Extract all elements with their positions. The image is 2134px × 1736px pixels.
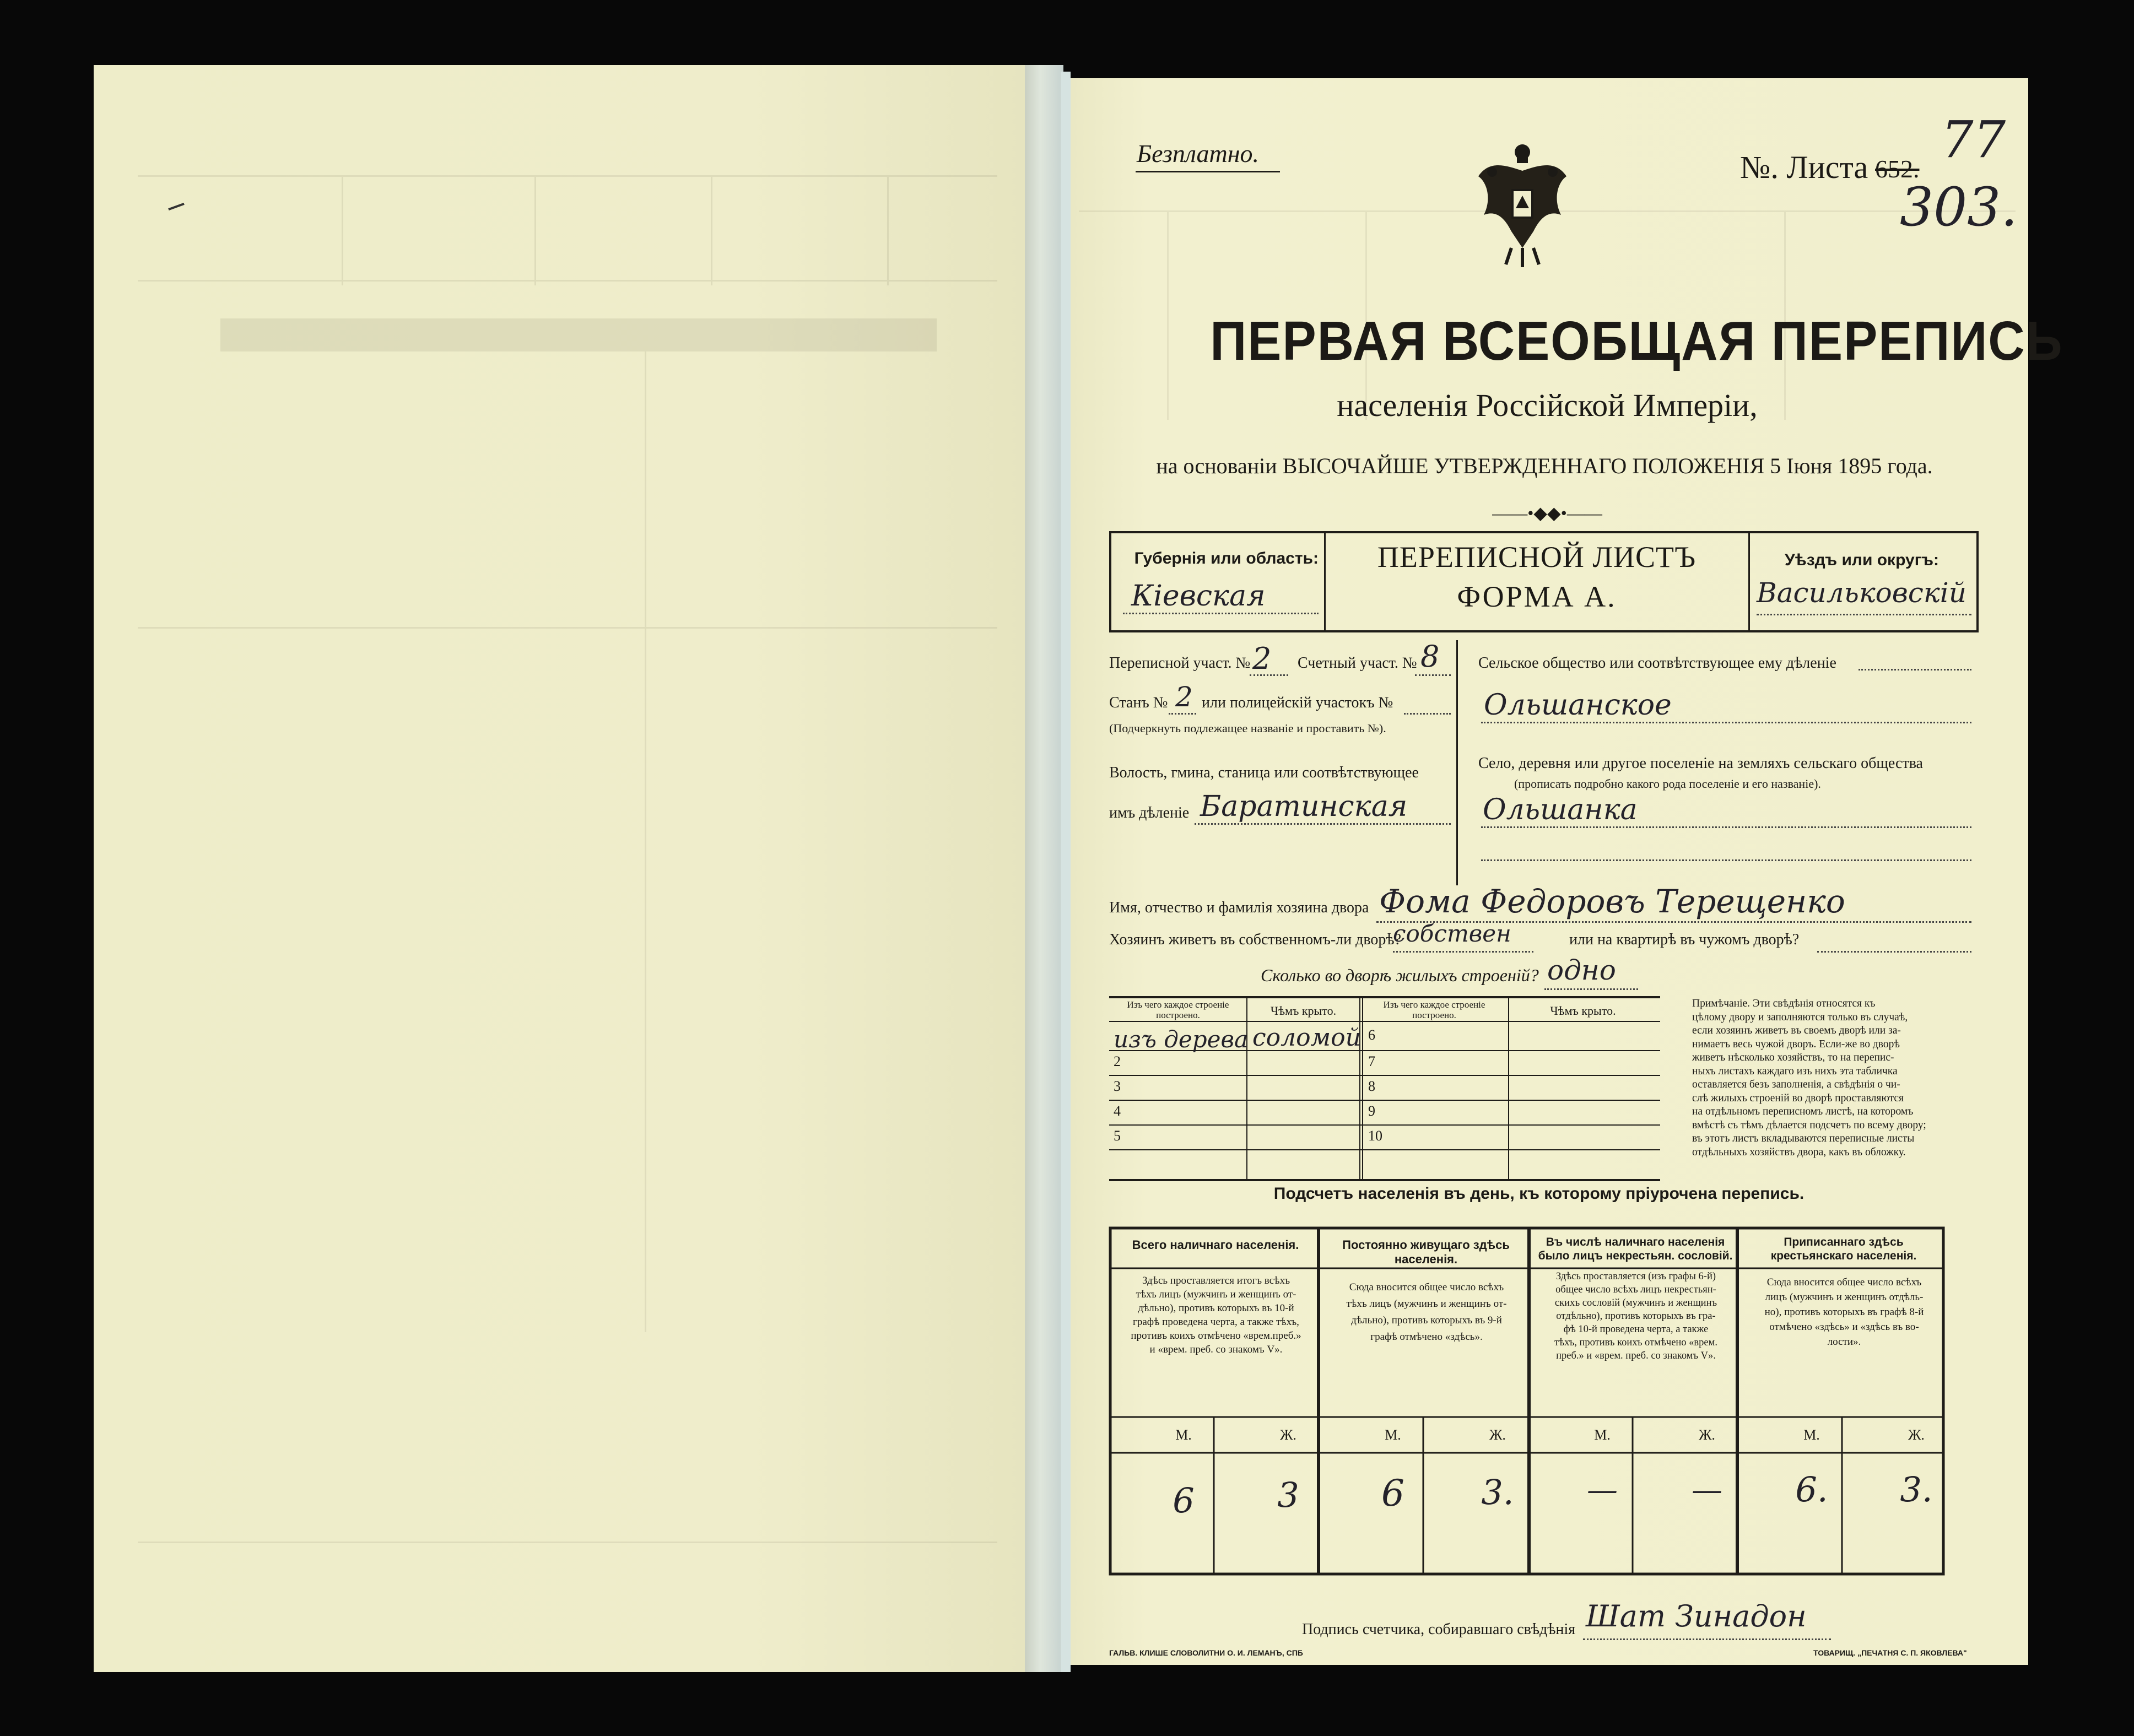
col-1-f-label: Ж.: [1280, 1427, 1296, 1443]
signature-value: Шат Зинадон: [1586, 1599, 1807, 1634]
owner-lives-value: собствен: [1393, 920, 1511, 947]
selskoe-dots-1: [1859, 669, 1971, 670]
buildings-count-value: одно: [1547, 954, 1616, 986]
count-col-2-desc: [1325, 1279, 1528, 1345]
desc-line: графѣ проведена черта, а также тѣхъ,: [1133, 1316, 1299, 1328]
note-line: ныхъ листахъ каждаго изъ нихъ эта табличка: [1692, 1065, 1898, 1077]
owner-name-label: Имя, отчество и фамилія хозяина двора: [1109, 899, 1369, 916]
desc-line: отмѣчено «здѣсь» и «здѣсь въ во-: [1769, 1321, 1919, 1333]
spine-binding: [1061, 72, 1071, 1672]
gubernia-value: Кіевская: [1131, 580, 1266, 613]
form-box-right: [1976, 531, 1979, 632]
gubernia-dotted-line: [1123, 613, 1319, 614]
building-row-3-num: 3: [1114, 1078, 1121, 1094]
desc-line: дѣльно), противъ которыхъ въ 10-й: [1138, 1302, 1294, 1314]
double-headed-eagle-icon: [1473, 138, 1572, 270]
police-dots: [1404, 713, 1451, 715]
schetny-dots: [1415, 674, 1451, 676]
building-row-10-num: 10: [1368, 1128, 1382, 1144]
sheet-number-handwritten: 303.: [1900, 176, 2018, 238]
desc-line: дѣльно), противъ которыхъ въ 9-й: [1351, 1315, 1502, 1326]
form-box-bottom: [1109, 630, 1979, 632]
col-1-m-label: М.: [1175, 1427, 1192, 1443]
building-row-7-num: 7: [1368, 1053, 1375, 1069]
desc-line: отдѣльно), противъ которыхъ въ гра-: [1556, 1311, 1716, 1322]
desc-line: Здѣсь проставляется (изъ графы 6-й): [1555, 1271, 1716, 1282]
sheet-number-old: 652.: [1875, 155, 1920, 183]
perepisnoy-value: 2: [1252, 641, 1272, 676]
building-row-2-num: 2: [1114, 1053, 1121, 1069]
owner-lives-alt: или на квартирѣ въ чужомъ дворѣ?: [1569, 931, 1800, 948]
selskoe-value: Ольшанское: [1484, 689, 1672, 722]
signature-label: Подпись счетчика, собиравшаго свѣдѣнія: [1302, 1621, 1576, 1638]
building-row-4-num: 4: [1114, 1103, 1121, 1119]
buildings-count-label: Сколько во дворѣ жилыхъ строеній?: [1261, 965, 1539, 985]
col-4-f-value: 3.: [1900, 1469, 1933, 1510]
owner-lives-dots: [1393, 951, 1533, 953]
volost-label-2: имъ дѣленіе: [1109, 804, 1190, 821]
free-underline: [1136, 171, 1280, 172]
buildings-count-dots: [1544, 988, 1638, 990]
count-col-4-head: Приписаннаго здѣсь крестьянскаго населенія.: [1770, 1236, 1917, 1262]
buildings-col-roof-right: Чѣмъ крыто.: [1550, 1004, 1616, 1018]
form-center-title: ПЕРЕПИСНОЙ ЛИСТЪ: [1377, 540, 1697, 574]
col-1-f-value: 3: [1277, 1475, 1299, 1515]
building-row-9-num: 9: [1368, 1103, 1375, 1119]
col-4-f-label: Ж.: [1908, 1427, 1925, 1443]
underline-note: (Подчеркнуть подлежащее названіе и проставить №).: [1109, 722, 1386, 735]
uezd-label: Уѣздъ или округъ:: [1784, 551, 1939, 569]
count-col-4-desc: [1743, 1275, 1946, 1349]
buildings-col-built-left: Изъ чего каждое строеніе построено.: [1127, 999, 1229, 1020]
selo-dots-1: [1481, 826, 1971, 828]
count-col-1-head: Всего наличнаго населенія.: [1132, 1238, 1299, 1252]
desc-line: Сюда вносится общее число всѣхъ: [1349, 1281, 1504, 1293]
note-line: слѣ жилыхъ строеній во дворѣ проставляются: [1692, 1092, 1904, 1104]
show-through-ghost: [138, 175, 997, 1553]
left-page: [94, 65, 1033, 1672]
schetny-value: 8: [1420, 639, 1440, 674]
desc-line: противъ коихъ отмѣчено «врем.преб.»: [1131, 1330, 1301, 1342]
note-line: живетъ нѣсколько хозяйствъ, то на перепис-: [1692, 1052, 1894, 1063]
col-4-m-label: М.: [1803, 1427, 1820, 1443]
note-line: на отдѣльномъ переписномъ листѣ, на которомъ: [1692, 1106, 1914, 1117]
count-col-1-desc: [1115, 1274, 1317, 1356]
col-3-m-label: М.: [1594, 1427, 1611, 1443]
perepisnoy-dots: [1250, 674, 1288, 676]
sheet-number-label: №. Листа: [1740, 149, 1868, 185]
selo-dots-2: [1481, 859, 1971, 861]
desc-line: тѣхъ, противъ коихъ отмѣчено «врем.: [1554, 1337, 1717, 1348]
ornament-divider: ——•◆◆•——: [1492, 503, 1602, 523]
census-title: ПЕРВАЯ ВСЕОБЩАЯ ПЕРЕПИСЬ: [1210, 310, 2063, 372]
uezd-dotted-line: [1757, 614, 1971, 615]
selo-label: Село, деревня или другое поселеніе на земляхъ сельскаго общества: [1478, 755, 1923, 772]
desc-line: скихъ сословій (мужчинъ и женщинъ: [1554, 1297, 1717, 1308]
location-divider: [1456, 640, 1458, 885]
building-row-1-built: изъ дерева: [1114, 1026, 1249, 1053]
building-row-6-num: 6: [1368, 1027, 1375, 1043]
desc-line: но), противъ которыхъ въ графѣ 8-й: [1764, 1306, 1924, 1318]
stan-dots: [1169, 713, 1196, 715]
col-3-f-value: —: [1692, 1472, 1722, 1508]
stan-value: 2: [1175, 681, 1193, 713]
desc-line: преб.» и «врем. преб. со знакомъ V».: [1556, 1350, 1716, 1361]
form-box-divider-2: [1748, 531, 1750, 632]
building-row-5-num: 5: [1114, 1128, 1121, 1144]
census-subtitle: населенія Россійской Имперіи,: [1337, 387, 1758, 423]
form-box-left: [1109, 531, 1111, 632]
schetny-label: Счетный участ. №: [1298, 655, 1417, 672]
note-line: нимаетъ весь чужой дворъ. Если-же во дворѣ: [1692, 1038, 1900, 1050]
col-1-m-value: 6: [1173, 1480, 1195, 1521]
selskoe-label: Сельское общество или соотвѣтствующее ему дѣленіе: [1478, 655, 1836, 672]
building-row-1-roof: соломой: [1252, 1024, 1361, 1052]
col-2-m-value: 6: [1381, 1472, 1404, 1515]
col-3-f-label: Ж.: [1699, 1427, 1715, 1443]
col-3-m-value: —: [1587, 1472, 1618, 1508]
selskoe-dots-2: [1481, 722, 1971, 723]
desc-line: и «врем. преб. со знакомъ V».: [1149, 1344, 1283, 1355]
gubernia-label: Губернія или область:: [1134, 549, 1319, 567]
signature-dots: [1583, 1638, 1831, 1640]
count-col-3-desc: [1535, 1270, 1737, 1362]
col-4-m-value: 6.: [1795, 1469, 1828, 1510]
owner-name-value: Фома Федоровъ Терещенко: [1379, 883, 1845, 920]
form-center-form: ФОРМА А.: [1457, 580, 1617, 613]
note-line: отдѣльныхъ хозяйствъ двора, какъ въ обложку.: [1692, 1146, 1906, 1158]
owner-alt-dots: [1817, 951, 1971, 953]
volost-value: Баратинская: [1200, 790, 1408, 823]
col-2-f-label: Ж.: [1489, 1427, 1506, 1443]
census-form-page: [1071, 78, 2063, 1665]
buildings-col-built-right: Изъ чего каждое строеніе построено.: [1383, 999, 1485, 1020]
police-label: или полицейскій участокъ №: [1202, 694, 1393, 711]
note-line: вмѣстѣ съ тѣмъ дѣлается подсчетъ по всему двору;: [1692, 1119, 1926, 1131]
count-col-2-head: Постоянно живущаго здѣсь населенія.: [1342, 1238, 1510, 1266]
selo-note: (прописать подробно какого рода поселеніе и его названіе).: [1514, 777, 1821, 791]
sheet-number-corrected: 77: [1941, 110, 2006, 169]
desc-line: Сюда вносится общее число всѣхъ: [1766, 1277, 1922, 1288]
desc-line: лицъ (мужчинъ и женщинъ отдѣль-: [1765, 1291, 1924, 1303]
form-box-top: [1109, 531, 1979, 533]
volost-dots: [1195, 823, 1451, 825]
perepisnoy-label: Переписной участ. №: [1109, 655, 1251, 672]
volost-label-1: Волость, гмина, станица или соотвѣтствующее: [1109, 764, 1419, 781]
stan-label: Станъ №: [1109, 694, 1168, 711]
desc-line: тѣхъ лицъ (мужчинъ и женщинъ от-: [1136, 1289, 1296, 1300]
free-label: Безплатно.: [1137, 139, 1260, 167]
buildings-note: [1692, 997, 1970, 1159]
printer-right: ТОВАРИЩ. „ПЕЧАТНЯ С. П. ЯКОВЛЕВА": [1813, 1648, 1967, 1657]
printer-left: ГАЛЬВ. КЛИШЕ СЛОВОЛИТНИ О. И. ЛЕМАНЪ, СПБ: [1109, 1648, 1303, 1657]
col-2-m-label: М.: [1385, 1427, 1401, 1443]
count-section-title: Подсчетъ населенія въ день, къ которому пріурочена перепись.: [1273, 1185, 1805, 1203]
col-2-f-value: 3.: [1481, 1472, 1514, 1512]
buildings-col-roof-left: Чѣмъ крыто.: [1270, 1004, 1337, 1018]
building-row-8-num: 8: [1368, 1078, 1375, 1094]
desc-line: общее число всѣхъ лицъ некрестьян-: [1555, 1284, 1716, 1295]
desc-line: графѣ отмѣчено «здѣсь».: [1370, 1331, 1483, 1343]
uezd-value: Васильковскій: [1757, 577, 1966, 609]
desc-line: тѣхъ лицъ (мужчинъ и женщинъ от-: [1346, 1298, 1507, 1310]
selo-value: Ольшанка: [1483, 793, 1638, 826]
note-line: оставляется безъ заполненія, а свѣдѣнія о чи-: [1692, 1079, 1900, 1090]
note-line: въ этотъ листъ вкладываются переписные листы: [1692, 1133, 1915, 1144]
book-spine: [1025, 65, 1063, 1672]
note-line: цѣлому двору и заполняются только въ случаѣ,: [1692, 1011, 1908, 1023]
count-col-3-head: Въ числѣ наличнаго населенія было лицъ некрестьян. сословій.: [1538, 1236, 1733, 1262]
note-line: если хозяинъ живетъ въ своемъ дворѣ или за-: [1692, 1025, 1901, 1036]
desc-line: лости».: [1827, 1336, 1861, 1348]
census-basis: на основаніи ВЫСОЧАЙШЕ УТВЕРЖДЕННАГО ПОЛОЖЕНІЯ 5 Іюня 1895 года.: [1156, 453, 1933, 478]
owner-lives-label: Хозяинъ живетъ въ собственномъ-ли дворѣ?: [1109, 931, 1402, 948]
desc-line: Здѣсь проставляется итогъ всѣхъ: [1142, 1275, 1290, 1286]
note-line: Примѣчаніе. Эти свѣдѣнія относятся къ: [1692, 998, 1876, 1009]
desc-line: фѣ 10-й проведена черта, а также: [1563, 1324, 1709, 1335]
